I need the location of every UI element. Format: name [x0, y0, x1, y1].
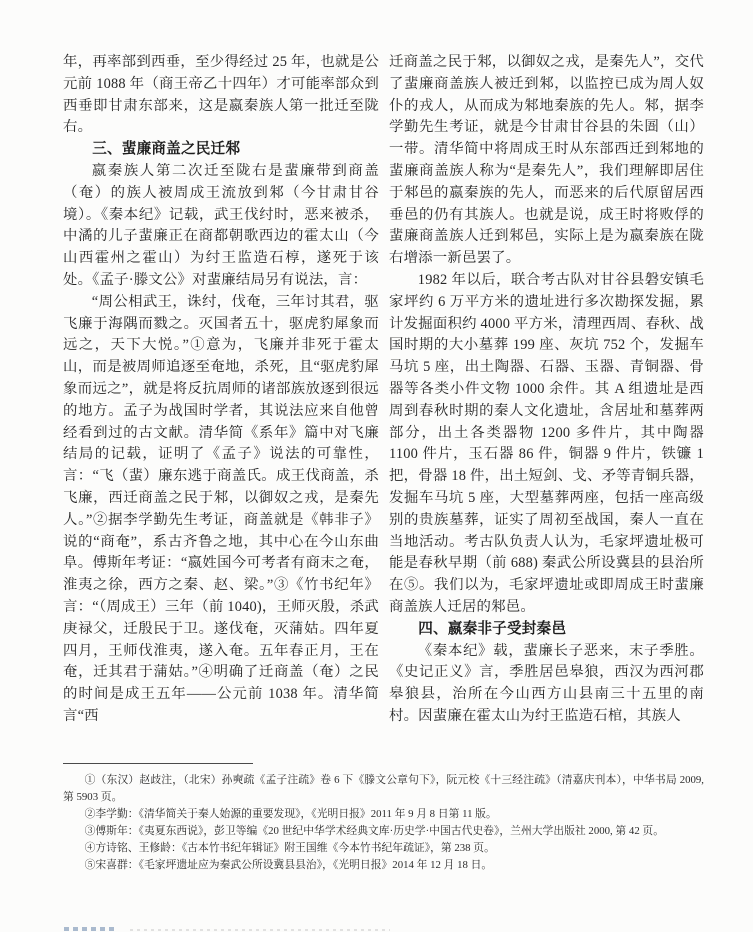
footnote-4: ④方诗铭、王修龄：《古本竹书纪年辑证》附王国维《今本竹书纪年疏证》，第 238 页。	[84, 842, 495, 854]
section-heading-4: 四、嬴秦非子受封秦邑	[418, 620, 567, 637]
right-column	[389, 52, 704, 728]
paragraph: 《秦本纪》载，蜚廉长子恶来，末子季胜。《史记正义》言，季胜居邑皋狼，西汉为西河郡皋狼县，治所在今山西方山县南三十五里的南村。因蜚廉在霍太山为纣王监造石棺，其族人	[389, 642, 704, 724]
paragraph-continuation: 年，再率部到西垂，至少得经过 25 年，也就是公元前 1088 年（商王帝乙十四年）才可能率部众到西垂即甘肃东部来，这是嬴秦族人第一批迁至陇右。	[63, 54, 379, 136]
footnote-5: ⑤宋喜群：《毛家坪遗址应为秦武公所设冀县县治》，《光明日报》2014 年 12 月 18 日。	[84, 859, 493, 871]
paragraph: 1982 年以后，联合考古队对甘谷县磐安镇毛家坪约 6 万平方米的遗址进行多次勘探发掘，累计发掘面积约 4000 平方米，清理西周、春秋、战国时期的大小墓葬 199 座、灰坑 752 个，发掘车马坑 5 座，出土陶器、石器、玉器、青铜器、骨器等各类小件文物 1000 余件。其 A 组遗址是西周到春秋时期的秦人文化遗址，含居址和墓葬两部分，出土各类器物 1200 多件片，其中陶器 1100 件片，玉石器 86 件，铜器 9 件片，铁镰 1 把，骨器 18 件，出土短剑、戈、矛等青铜兵器，发掘车马坑 5 座，大型墓葬两座，包括一座高级别的贵族墓葬，证实了周初至战国，秦人一直在当地活动。考古队负责人认为，毛家坪遗址极可能是春秋早期（前 688) 秦武公所设冀县的县治所在⑤。我们以为，毛家坪遗址或即周成王时蜚廉商盖族人迁居的邾邑。	[389, 271, 704, 615]
footnote-2: ②李学勤：《清华简关于秦人始源的重要发现》，《光明日报》2011 年 9 月 8 日第 11 版。	[84, 808, 497, 820]
footnote-1: ①（东汉）赵歧注，（北宋）孙奭疏《孟子注疏》卷 6 下《滕文公章句下》，阮元校《十三经注疏》（清嘉庆刊本），中华书局 2009, 第 5903 页。	[63, 774, 704, 803]
section-heading-3: 三、蜚廉商盖之民迁邾	[92, 141, 241, 158]
left-column	[63, 52, 379, 728]
footnote-separator	[63, 763, 253, 764]
paragraph-continuation: 迁商盖之民于邾，以御奴之戎，是秦先人”，交代了蜚廉商盖族人被迁到邾，以监控已成为周人奴仆的戎人，从而成为邾地秦族的先人。邾，据李学勤先生考证，就是今甘肃甘谷县的朱圄（山）一带。清华简中将周成王时从东部西迁到邾地的蜚廉商盖族人称为“是秦先人”，我们理解即居住于邾邑的嬴秦族的先人，而恶来的后代原留居西垂邑的仍有其族人。也就是说，成王时将败俘的蜚廉商盖族人迁到邾邑，实际上是为嬴秦族在陇右增添一新邑罢了。	[389, 54, 704, 267]
footnotes	[63, 772, 704, 874]
paragraph: 嬴秦族人第二次迁至陇右是蜚廉带到商盖（奄）的族人被周成王流放到邾（今甘肃甘谷境）。《秦本纪》记载，武王伐纣时，恶来被杀，中潏的儿子蜚廉正在商都朝歌西边的霍太山（今山西霍州之霍山）为纣王监造石椁，遂死于该处。《孟子·滕文公》对蜚廉结局另有说法，言：	[63, 162, 379, 288]
page-edge-cutoff-artifact	[130, 929, 390, 931]
paragraph: “周公相武王，诛纣，伐奄，三年讨其君，驱飞廉于海隅而戮之。灭国者五十，驱虎豹犀象而远之，天下大悦。”①意为，飞廉并非死于霍太山，而是被周师追逐至奄地，杀死，且“驱虎豹犀象而远之”，就是将反抗周师的诸部族放逐到很远的地方。孟子为战国时学者，其说法应来自他曾经看到过的古文献。清华简《系年》篇中对飞廉结局的记载，证明了《孟子》说法的可靠性，言：“飞（蜚）廉东逃于商盖氏。成王伐商盖，杀飞廉，西迁商盖之民于邾，以御奴之戎，是秦先人。”②据李学勤先生考证，商盖就是《韩非子》说的“商奄”，系古齐鲁之地，其中心在今山东曲阜。傅斯年考证：“嬴姓国今可考者有商末之奄，淮夷之徐，西方之秦、赵、梁。”③《竹书纪年》言：“（周成王）三年（前 1040)，王师灭殷，杀武庚禄父，迁殷民于卫。遂伐奄，灭蒲姑。四年夏四月，王师伐淮夷，遂入奄。五年春正月，王在奄，迁其君于蒲姑。”④明确了迁商盖（奄）之民的时间是成王五年——公元前 1038 年。清华简言“西	[63, 293, 379, 724]
footnote-3: ③傅斯年：《夷夏东西说》，彭卫等编《20 世纪中华学术经典文库·历史学·中国古代史卷》，兰州大学出版社 2000, 第 42 页。	[84, 825, 665, 837]
page-edge-cutoff-artifact	[64, 927, 116, 931]
